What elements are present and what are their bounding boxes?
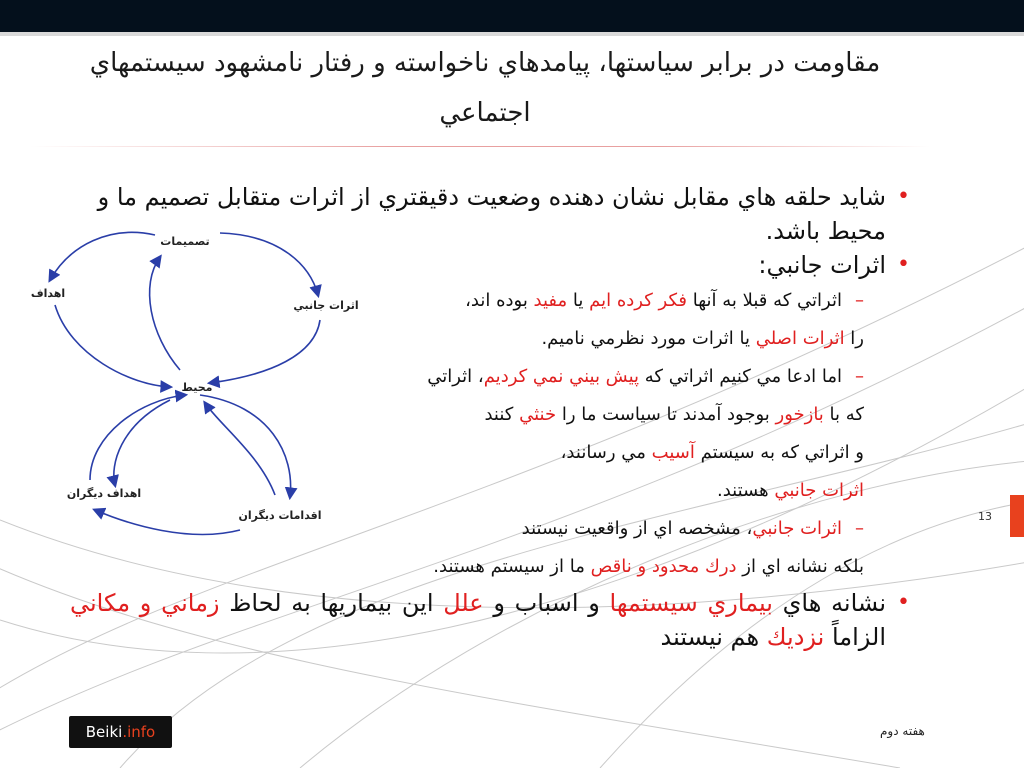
feedback-loop-diagram	[20, 225, 359, 545]
arrow-others-actions-to-others-goals	[95, 510, 240, 534]
dash-icon: –	[855, 290, 864, 311]
sub-bullet-2-line-2: كه با بازخور بوجود آمدند تا سياست ما را خنثي كنند	[484, 404, 864, 425]
arrow-others-actions-to-environment	[205, 403, 275, 495]
bullet-dot-icon: •	[897, 590, 910, 615]
footer-label: هفته دوم	[880, 724, 925, 738]
node-side-effects: اثرات جانبي	[293, 299, 359, 312]
slide-tab	[1010, 495, 1024, 537]
arrow-decisions-to-side-effects	[220, 233, 318, 295]
arrow-side-effects-to-environment	[210, 320, 320, 383]
bullet-3: • نشانه هاي بيماري سيستمها و اسباب و علل اين بيماريها به لحاظ زماني و مكاني الزاماً نزديك هم نيستند	[70, 586, 910, 654]
arrow-others-goals-to-environment	[90, 395, 185, 480]
node-others-actions: اقدامات ديگران	[238, 509, 322, 522]
sub-bullet-3: – اثرات جانبي، مشخصه اي از واقعيت نيستند	[70, 510, 864, 548]
node-environment: محيط	[181, 381, 213, 394]
arrow-environment-to-decisions	[150, 257, 180, 370]
node-others-goals: اهداف ديگران	[66, 487, 142, 500]
bullet-dot-icon: •	[897, 184, 910, 209]
node-goals: اهداف	[30, 287, 66, 300]
dash-icon: –	[855, 518, 864, 539]
node-decisions: تصميمات	[160, 235, 210, 248]
sub-bullet-2-line-4: اثرات جانبي هستند.	[717, 480, 864, 501]
beiki-logo: Beiki.info	[69, 716, 172, 748]
page-number: 13	[978, 510, 992, 523]
arrow-environment-to-others-actions	[200, 395, 291, 497]
arrow-decisions-to-goals	[50, 232, 155, 280]
sub-bullet-3-line-2: بلكه نشانه اي از درك محدود و ناقص ما از سيستم هستند.	[433, 556, 864, 577]
sub-bullet-1-continuation: را اثرات اصلي يا اثرات مورد نظرمي ناميم.	[541, 328, 864, 349]
sub-bullet-2: – اما ادعا مي كنيم اثراتي كه پيش بيني نمي كرديم، اثراتي	[70, 358, 864, 396]
bullet-2: • اثرات جانبي:	[70, 248, 910, 282]
title-line-2: اجتماعي	[439, 98, 531, 128]
arrow-environment-to-others-goals	[114, 400, 170, 485]
sub-bullet-1: – اثراتي كه قبلا به آنها فكر كرده ايم يا مفيد بوده اند،	[70, 282, 864, 320]
title-line-1: مقاومت در برابر سياستها، پيامدهاي ناخواسته و رفتار نامشهود سيستمهاي	[89, 48, 881, 78]
title-divider	[30, 146, 930, 147]
sub-bullet-2-line-3: و اثراتي كه به سيستم آسيب مي رسانند،	[560, 442, 864, 463]
bullet-1: • شايد حلقه هاي مقابل نشان دهنده وضعيت دقيقتري از اثرات متقابل تصميم ما و محيط باشد.	[70, 180, 910, 248]
bullet-dot-icon: •	[897, 252, 910, 277]
page-title	[40, 38, 930, 138]
dash-icon: –	[855, 366, 864, 387]
